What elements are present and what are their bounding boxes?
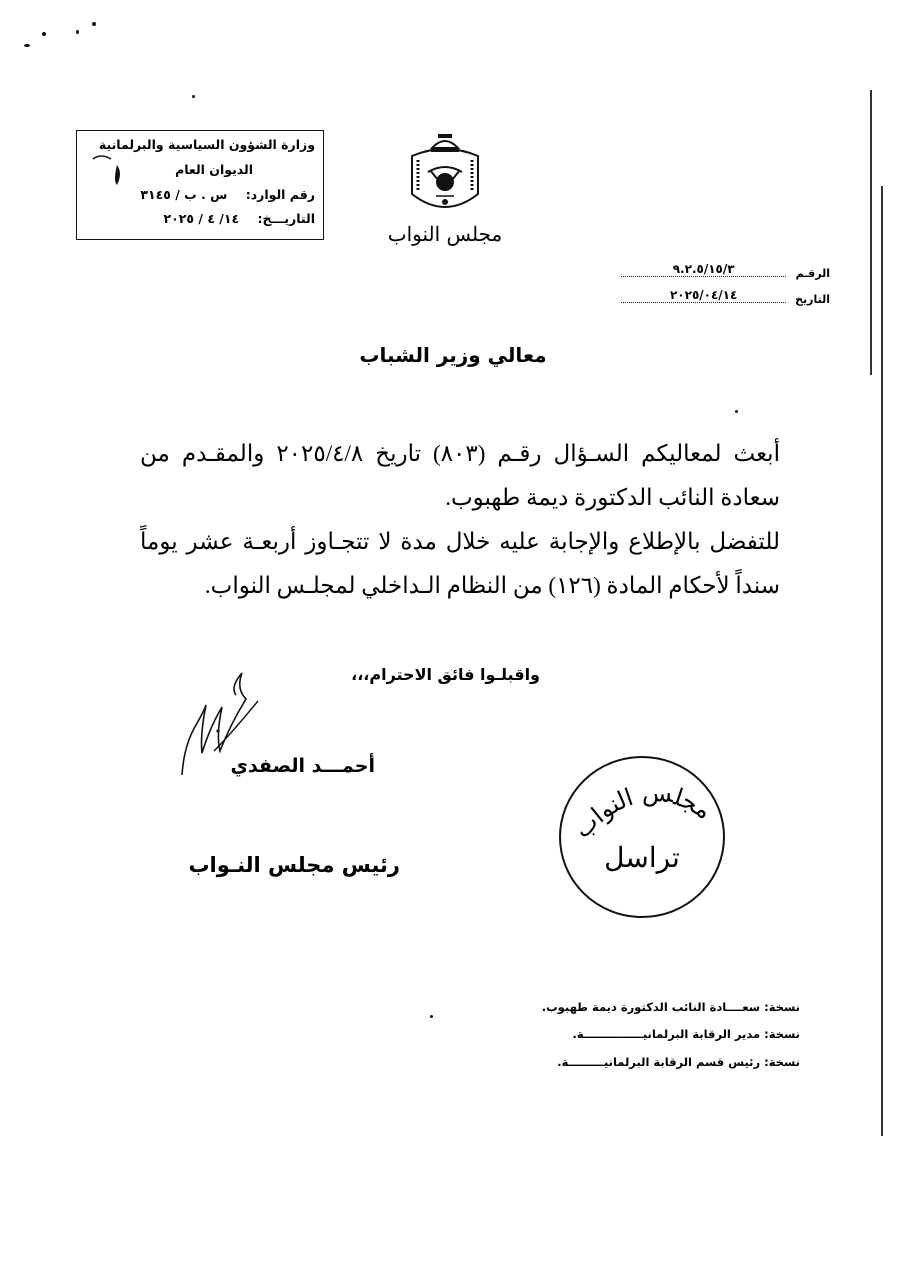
seal-top-text: مجلس النواب — [568, 778, 717, 844]
scan-edge-line — [881, 186, 883, 1136]
stamp-department: الديوان العام — [175, 162, 253, 177]
copy-recipient: نسخة: رئيس قسم الرقابة البرلمانيـــــــــة. — [557, 1055, 800, 1069]
stamp-incoming-number-label: رقم الوارد: — [245, 187, 315, 202]
reference-number-label: الرقـم — [795, 267, 830, 280]
scan-speck — [192, 95, 195, 98]
reference-number-row — [621, 262, 830, 281]
stamp-incoming-number-value: س . ب / ٣١٤٥ — [140, 187, 228, 202]
reference-date-label: التاريخ — [795, 293, 830, 306]
scan-speck — [430, 1015, 433, 1018]
stamp-ministry: وزارة الشؤون السياسية والبرلمانية — [98, 137, 315, 152]
incoming-register-stamp — [76, 130, 324, 240]
scan-speck — [92, 22, 96, 26]
scan-speck — [24, 44, 30, 47]
seal-center-text: تراسل — [604, 841, 680, 874]
signer-name: أحمـــد الصفدي — [230, 755, 375, 777]
stamp-date — [164, 211, 316, 226]
scan-edge-line — [870, 90, 872, 375]
stamp-date-value: ١٤/ ٤ / ٢٠٢٥ — [163, 211, 240, 226]
coat-of-arms-icon — [400, 132, 490, 222]
scan-speck — [42, 32, 46, 36]
reference-number-value: ٩.٢.٥/١٥/٣ — [621, 262, 786, 277]
reference-date-row — [621, 288, 830, 307]
scan-speck — [76, 30, 79, 34]
body-paragraph-1: أبعث لمعاليكم السـؤال رقـم (٨٠٣) تاريخ ٢٠٢٥/٤/٨ والمقـدم من سعادة النائب الدكتورة ديمة طهبوب. — [140, 441, 780, 510]
reference-date-value: ٢٠٢٥/٠٤/١٤ — [621, 288, 786, 303]
signer-title: رئيس مجلس النـواب — [188, 853, 400, 877]
stamp-date-label: التاريـــخ: — [257, 211, 315, 226]
scan-speck — [735, 410, 738, 413]
copy-recipient: نسخة: سعــــادة النائب الدكتورة ديمة طهبوب. — [541, 1000, 800, 1014]
body-paragraph-2: للتفضل بالإطلاع والإجابة عليه خلال مدة لا تتجـاوز أربعـة عشر يوماً سنداً لأحكام المادة (١٢٦) من النظام الـداخلي لمجلـس النواب. — [140, 529, 780, 598]
handwritten-mark-icon — [89, 151, 129, 191]
addressee: معالي وزير الشباب — [359, 343, 547, 367]
official-seal — [552, 752, 732, 922]
copy-recipient: نسخة: مدير الرقابة البرلمانيـــــــــــــــة. — [572, 1027, 800, 1041]
stamp-incoming-number — [140, 187, 315, 202]
closing-salutation: واقبلـوا فائق الاحترام،،، — [351, 665, 540, 684]
letterhead-institution: مجلس النواب — [387, 222, 503, 246]
